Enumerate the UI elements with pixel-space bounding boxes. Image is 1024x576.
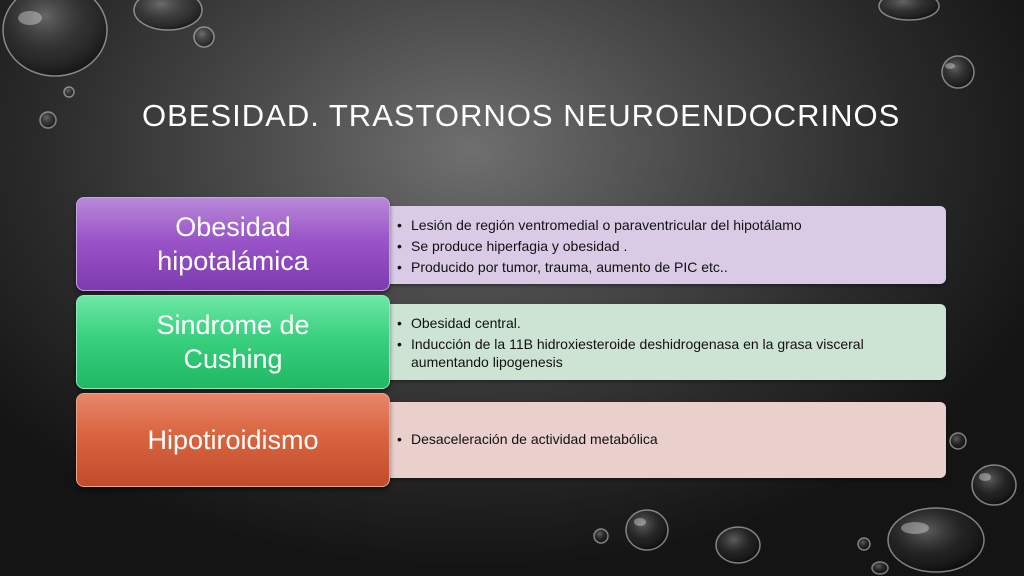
bullet-list (356, 430, 946, 448)
bullet-item: • Obesidad central. (411, 314, 886, 332)
bullet-panel-hypothalamic (356, 206, 946, 284)
bullet-panel-hypothyroidism (356, 402, 946, 478)
heading-label: Sindrome de Cushing (156, 310, 310, 374)
bullet-item: • Lesión de región ventromedial o paraventricular del hipotálamo (411, 216, 946, 234)
bullet-item: • Producido por tumor, trauma, aumento de PIC etc.. (411, 258, 946, 276)
heading-box-hypothalamic (76, 197, 390, 291)
bullet-item: • Se produce hiperfagia y obesidad . (411, 237, 946, 255)
heading-label: Hipotiroidismo (147, 425, 319, 455)
bullet-panel-cushing (356, 304, 946, 380)
heading-box-hypothyroidism (76, 393, 390, 487)
bullet-list (356, 314, 946, 371)
bullet-item: • Inducción de la 11B hidroxiesteroide deshidrogenasa en la grasa visceral aumentando lipogenesis (411, 335, 886, 371)
slide-title: OBESIDAD. TRASTORNOS NEUROENDOCRINOS (142, 98, 901, 133)
bullet-list (356, 214, 946, 276)
heading-label: Obesidad hipotalámica (157, 212, 309, 276)
heading-box-cushing (76, 295, 390, 389)
bullet-item: • Desaceleración de actividad metabólica (411, 430, 946, 448)
